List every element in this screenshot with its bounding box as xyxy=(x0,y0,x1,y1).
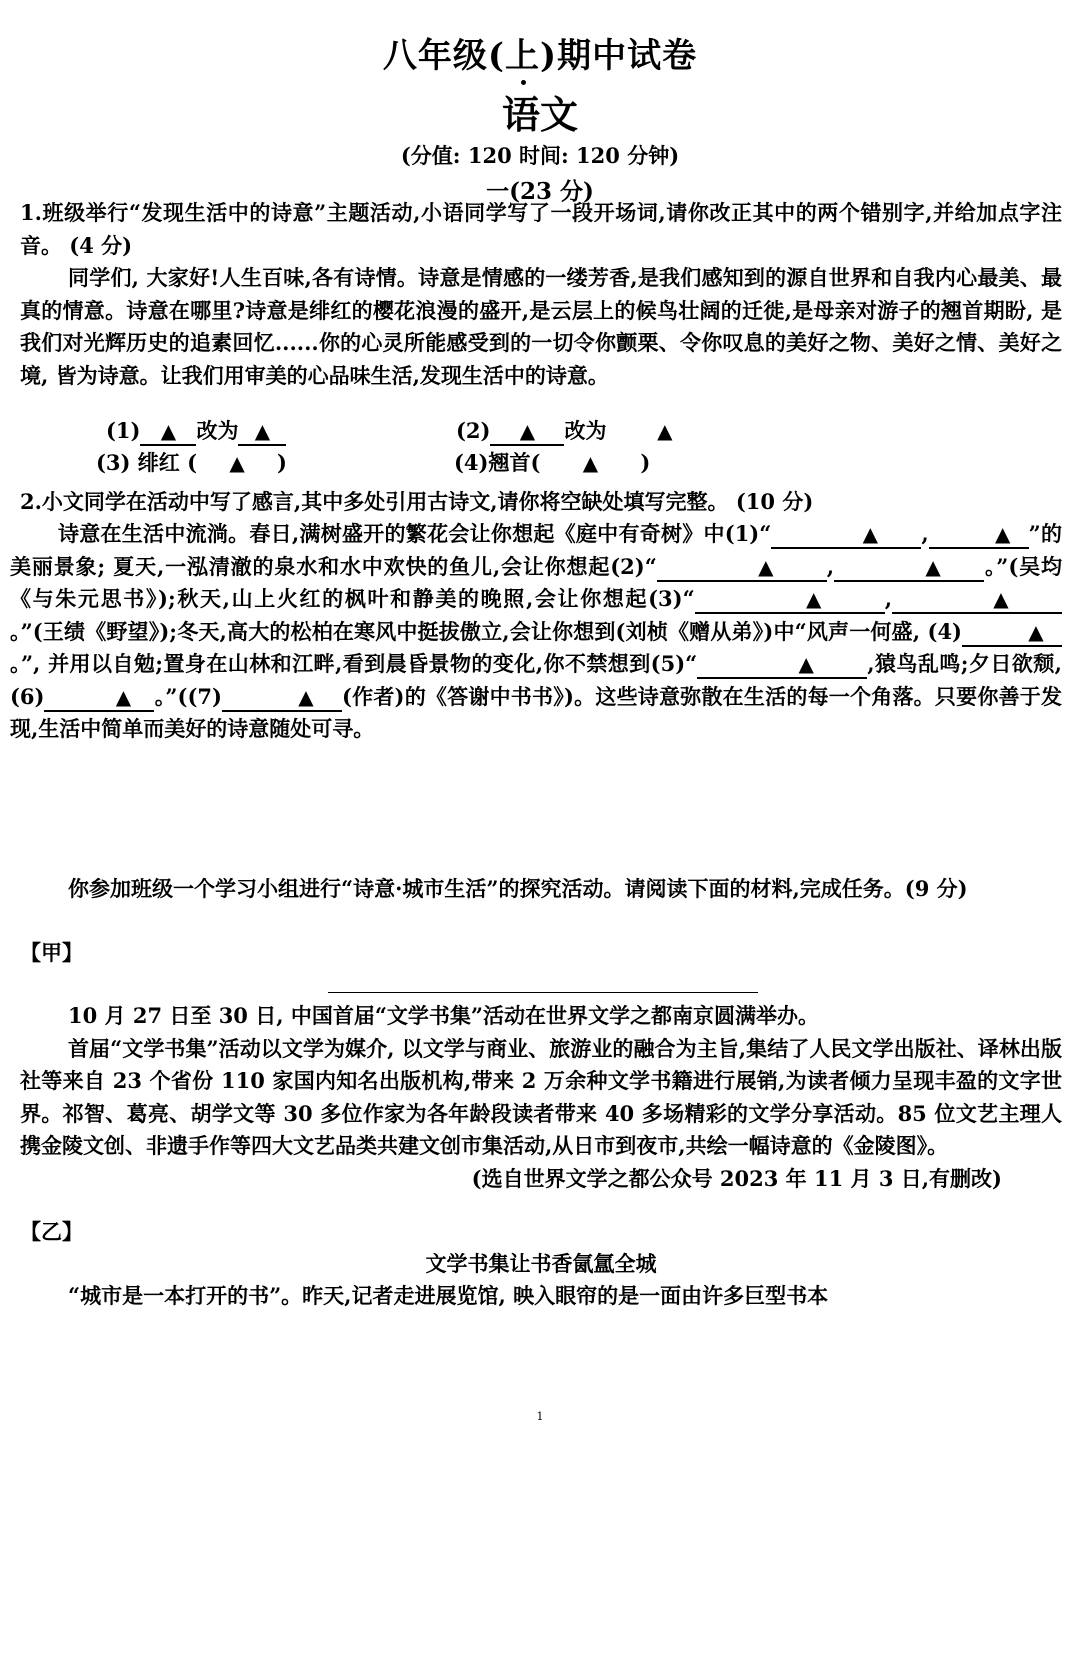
answer-triangle: ▲ xyxy=(582,451,599,475)
answer-triangle: ▲ xyxy=(862,522,879,546)
dotted-char: 上 xyxy=(505,28,540,77)
yi-paragraph-1: “城市是一本打开的书”。昨天,记者走进展览馆, 映入眼帘的是一面由许多巨型书本 xyxy=(68,1283,829,1308)
question-1 xyxy=(20,197,1062,392)
jia-paragraph-2: 首届“文学书集”活动以文学为媒介, 以文学与商业、旅游业的融合为主旨,集结了人民文学出版社、译林出版社等来自 23 个省份 110 家国内知名出版机构,带来 2 万余种文学书籍进行展销,为读者倾力呈现丰盈的文字世界。祁智、葛亮、胡学文等 30 多位作家为各年龄段读者带来 40 多场精彩的文学分享活动。85 位文艺主理人携金陵文创、非遗手作等四大文艺品类共建文创市集活动,从日市到夜市,共绘一幅诗意的《金陵图》。 xyxy=(20,1035,1062,1158)
answer-triangle: ▲ xyxy=(994,522,1011,546)
subject-title: 语文 xyxy=(501,92,578,137)
jia-paragraph-1: 10 月 27 日至 30 日, 中国首届“文学书集”活动在世界文学之都南京圆满举办。 xyxy=(68,1003,820,1028)
q1-blank-3: (3) 绯红 ( ▲ ) xyxy=(96,450,287,475)
material-jia-label: 【甲】 xyxy=(20,940,83,965)
question-2-prompt: 2.小文同学在活动中写了感言,其中多处引用古诗文,请你将空缺处填写完整。 (10 分) xyxy=(20,489,814,514)
answer-triangle: ▲ xyxy=(798,652,814,676)
material-yi-label: 【乙】 xyxy=(20,1219,83,1244)
answer-triangle: ▲ xyxy=(993,587,1009,611)
answer-triangle: ▲ xyxy=(229,451,245,475)
answer-triangle: ▲ xyxy=(805,587,822,611)
exam-title: 八年级(上)期中试卷 xyxy=(0,28,1080,77)
answer-triangle: ▲ xyxy=(925,554,941,579)
page-number: 1 xyxy=(536,1410,544,1423)
material-jia xyxy=(20,1000,1062,1195)
answer-triangle: ▲ xyxy=(758,554,774,579)
answer-triangle: ▲ xyxy=(1028,619,1044,644)
task-intro: 你参加班级一个学习小组进行“诗意·城市生活”的探究活动。请阅读下面的材料,完成任务。(9 分) xyxy=(68,876,968,901)
answer-triangle: ▲ xyxy=(115,684,132,709)
yi-title: 文学书集让书香氤氲全城 xyxy=(425,1251,657,1276)
answer-triangle: ▲ xyxy=(519,419,536,443)
q1-blank-1: (1) ▲ 改为 ▲ xyxy=(106,416,286,446)
answer-triangle: ▲ xyxy=(254,419,271,443)
divider-line xyxy=(328,992,758,993)
question-2-passage: 诗意在生活中流淌。春日,满树盛开的繁花会让你想起《庭中有奇树》中(1)“ ▲ , ▲ ”的美丽景象; 夏天,一泓清澈的泉水和水中欢快的鱼儿,会让你想起(2)“ ▲ , ▲ 。”(吴均《与朱元思书》);秋天,山上火红的枫叶和静美的晚照,会让你想起(3)“ ▲ , ▲。”(王绩《野望》);冬天,高大的松柏在寒风中挺拔傲立,会让你想到(刘桢《赠从弟》)中“风声一何盛, (4) ▲。”, 并用以自勉;置身在山林和江畔,看到晨昏景物的变化,你不禁想到(5)“ ▲ ,猿鸟乱鸣;夕日欲颓,(6) ▲ 。”((7) ▲ (作者)的《答谢中书书》)。这些诗意弥散在生活的每一个角落。只要你善于发现,生活中简单而美好的诗意随处可寻。 xyxy=(10,521,1063,741)
q1-blank-2: (2) ▲ 改为 ▲ xyxy=(456,416,672,446)
question-1-passage: 同学们, 大家好!人生百味,各有诗情。诗意是情感的一缕芳香,是我们感知到的源自世界和自我内心最美、最真的情意。诗意在哪里?诗意是绯红的樱花浪漫的盛开,是云层上的候鸟壮阔的迁徙,是母亲对游子的翘首期盼, 是我们对光辉历史的追素回忆......你的心灵所能感受到的一切令你颤栗、令你叹息的美好之物、美好之情、美好之境, 皆为诗意。让我们用审美的心品味生活,发现生活中的诗意。 xyxy=(20,265,1062,388)
jia-source: (选自世界文学之都公众号 2023 年 11 月 3 日,有删改) xyxy=(471,1165,1002,1191)
question-1-prompt: 1.班级举行“发现生活中的诗意”主题活动,小语同学写了一段开场词,请你改正其中的两个错别字,并给加点字注音。 (4 分) xyxy=(20,200,1062,258)
score-time-info: (分值: 120 时间: 120 分钟) xyxy=(400,143,680,168)
answer-triangle: ▲ xyxy=(298,684,314,709)
q1-blank-4: (4)翘首( ▲ ) xyxy=(454,450,651,475)
answer-triangle: ▲ xyxy=(160,419,177,443)
answer-triangle: ▲ xyxy=(657,419,673,443)
section-heading: 一(23 分) xyxy=(486,178,594,205)
